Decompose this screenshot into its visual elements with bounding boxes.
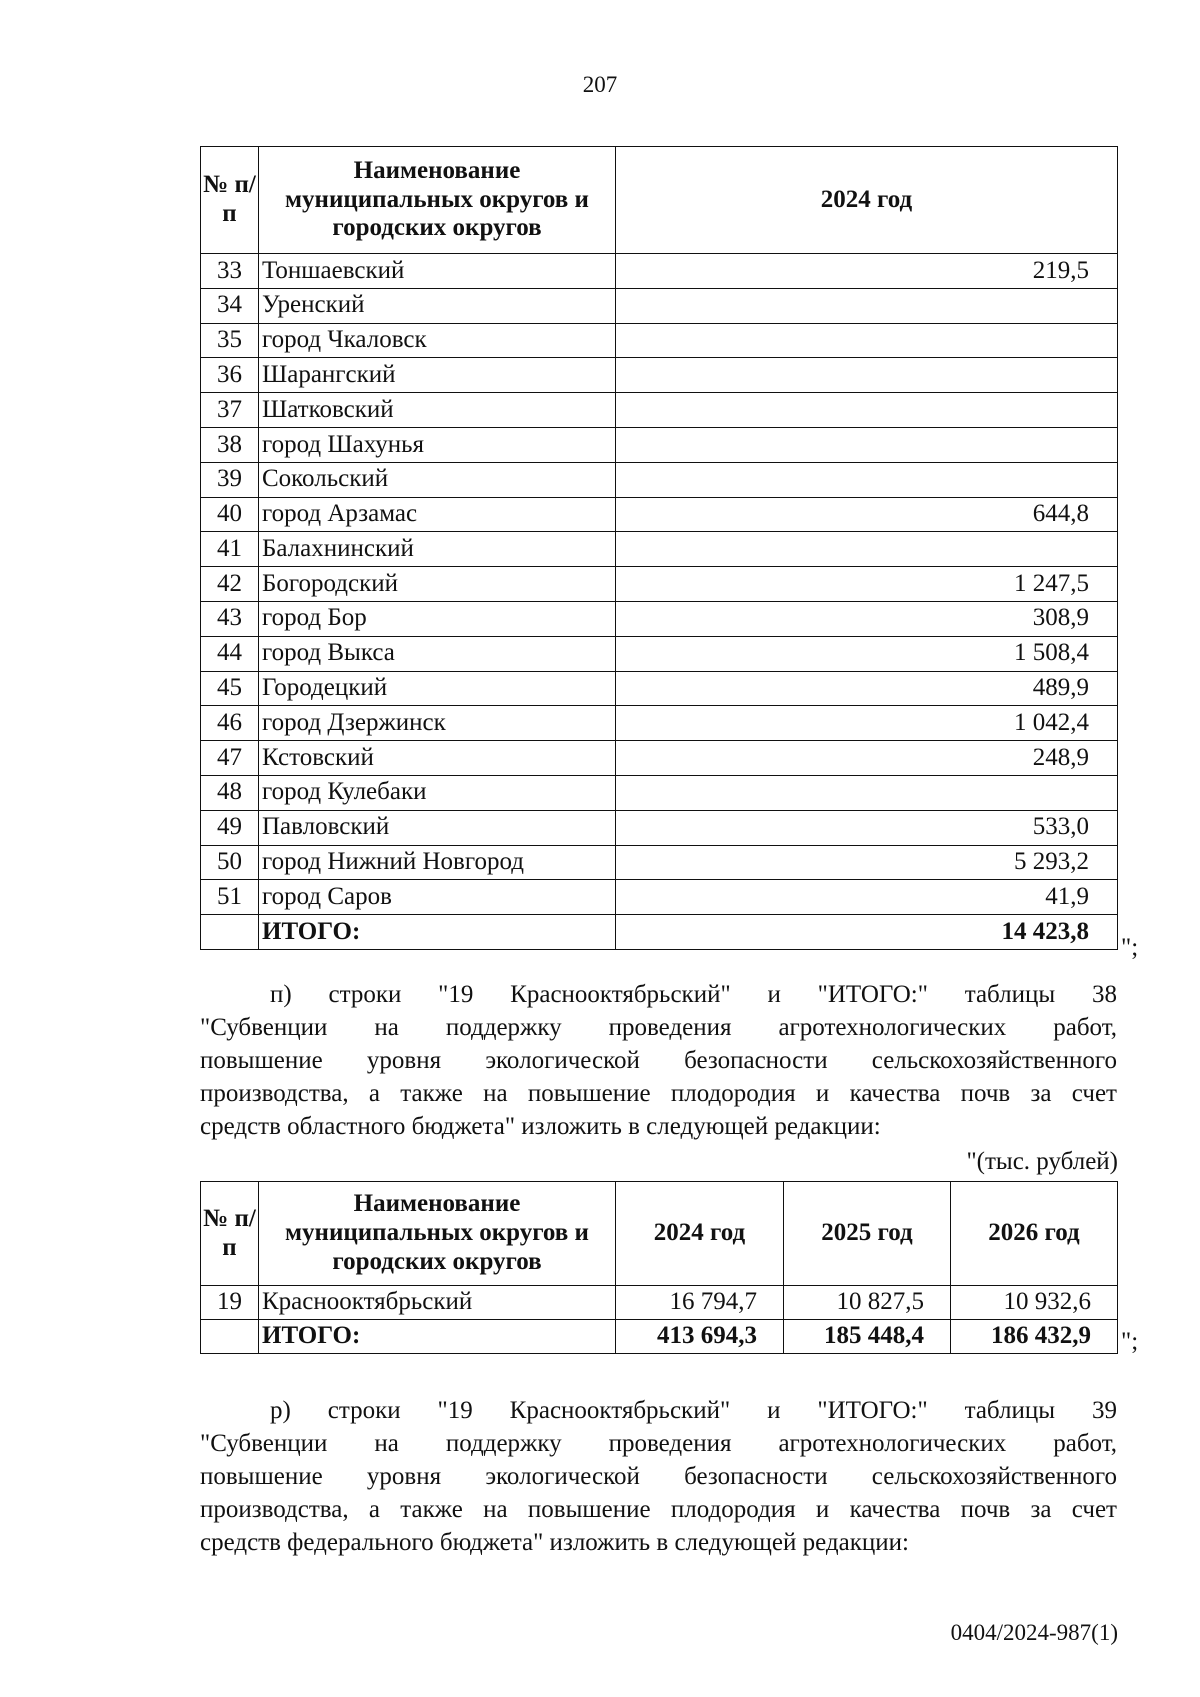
paragraph-line: повышение уровня экологической безопасности сельскохозяйственного (200, 1463, 1117, 1490)
header-2024: 2024 год (616, 1182, 784, 1286)
units-label: "(тыс. рублей) (966, 1148, 1118, 1175)
header-2024: 2024 год (616, 147, 1118, 254)
table-row (201, 462, 1118, 497)
row-value-2024: 248,9 (616, 741, 1118, 776)
row-value-2026: 10 932,6 (951, 1286, 1118, 1320)
subvention-table-2 (200, 1181, 1118, 1354)
row-num: 38 (201, 427, 259, 462)
paragraph-line: "Субвенции на поддержку проведения агротехнологических работ, (200, 1430, 1117, 1457)
row-num: 48 (201, 775, 259, 810)
row-name: Сокольский (259, 462, 616, 497)
row-num: 34 (201, 288, 259, 323)
total-label: ИТОГО: (259, 1320, 616, 1354)
paragraph-line: "Субвенции на поддержку проведения агротехнологических работ, (200, 1014, 1117, 1041)
row-name: Городецкий (259, 671, 616, 706)
row-name: город Шахунья (259, 427, 616, 462)
paragraph-line: п) строки "19 Краснооктябрьский" и "ИТОГО:" таблицы 38 (270, 981, 1117, 1008)
row-num: 44 (201, 636, 259, 671)
row-num: 35 (201, 323, 259, 358)
row-value-2024 (616, 358, 1118, 393)
paragraph-p (200, 978, 1117, 1143)
table-row (201, 880, 1118, 915)
row-value-2024 (616, 775, 1118, 810)
total-value-2026: 186 432,9 (951, 1320, 1118, 1354)
paragraph-line: производства, а также на повышение плодородия и качества почв за счет (200, 1080, 1117, 1107)
total-row (201, 915, 1118, 950)
subvention-table-1 (200, 146, 1118, 950)
paragraph-line: производства, а также на повышение плодородия и качества почв за счет (200, 1496, 1117, 1523)
row-num: 47 (201, 741, 259, 776)
table-row (201, 393, 1118, 428)
row-name: Шарангский (259, 358, 616, 393)
table-row (201, 775, 1118, 810)
table2-closing-quote: "; (1121, 1328, 1139, 1355)
table-row (201, 567, 1118, 602)
row-name: город Дзержинск (259, 706, 616, 741)
total-value-2024: 413 694,3 (616, 1320, 784, 1354)
row-num: 46 (201, 706, 259, 741)
row-value-2024: 533,0 (616, 810, 1118, 845)
table-row (201, 358, 1118, 393)
table1-closing-quote: "; (1121, 934, 1139, 961)
table-row (201, 1286, 1118, 1320)
row-value-2024: 1 247,5 (616, 567, 1118, 602)
row-num-empty (201, 1320, 259, 1354)
paragraph-line: р) строки "19 Краснооктябрьский" и "ИТОГО:" таблицы 39 (270, 1397, 1117, 1424)
row-num: 49 (201, 810, 259, 845)
paragraph-line: средств федерального бюджета" изложить в следующей редакции: (200, 1529, 909, 1556)
row-num: 37 (201, 393, 259, 428)
table-row (201, 706, 1118, 741)
row-num: 19 (201, 1286, 259, 1320)
header-name: Наименование муниципальных округов и городских округов (259, 1182, 616, 1286)
header-2025: 2025 год (784, 1182, 951, 1286)
row-name: город Кулебаки (259, 775, 616, 810)
table-row (201, 845, 1118, 880)
table-row (201, 254, 1118, 289)
row-num: 41 (201, 532, 259, 567)
table-row (201, 532, 1118, 567)
row-value-2024: 308,9 (616, 601, 1118, 636)
header-2026: 2026 год (951, 1182, 1118, 1286)
table-header-row (201, 147, 1118, 254)
row-num: 42 (201, 567, 259, 602)
row-value-2024: 644,8 (616, 497, 1118, 532)
row-value-2024: 1 508,4 (616, 636, 1118, 671)
header-name: Наименование муниципальных округов и городских округов (259, 147, 616, 254)
row-name: город Чкаловск (259, 323, 616, 358)
row-num: 36 (201, 358, 259, 393)
header-num: № п/п (201, 147, 259, 254)
total-row (201, 1320, 1118, 1354)
row-num: 45 (201, 671, 259, 706)
row-name: Шатковский (259, 393, 616, 428)
row-name: Тоншаевский (259, 254, 616, 289)
row-name: город Выкса (259, 636, 616, 671)
paragraph-line: повышение уровня экологической безопасности сельскохозяйственного (200, 1047, 1117, 1074)
table-row (201, 323, 1118, 358)
row-num: 33 (201, 254, 259, 289)
row-value-2024 (616, 532, 1118, 567)
row-value-2024 (616, 323, 1118, 358)
table-row (201, 601, 1118, 636)
row-value-2024 (616, 427, 1118, 462)
row-num: 43 (201, 601, 259, 636)
row-name: Краснооктябрьский (259, 1286, 616, 1320)
paragraph-line: средств областного бюджета" изложить в следующей редакции: (200, 1113, 881, 1140)
row-name: город Бор (259, 601, 616, 636)
row-num-empty (201, 915, 259, 950)
table-header-row (201, 1182, 1118, 1286)
row-name: Павловский (259, 810, 616, 845)
row-value-2024 (616, 288, 1118, 323)
row-num: 50 (201, 845, 259, 880)
row-name: город Нижний Новгород (259, 845, 616, 880)
table-row (201, 288, 1118, 323)
total-value-2025: 185 448,4 (784, 1320, 951, 1354)
row-name: город Арзамас (259, 497, 616, 532)
table-row (201, 636, 1118, 671)
row-value-2024: 16 794,7 (616, 1286, 784, 1320)
table-row (201, 427, 1118, 462)
row-value-2025: 10 827,5 (784, 1286, 951, 1320)
document-number: 0404/2024-987(1) (950, 1620, 1118, 1645)
row-num: 40 (201, 497, 259, 532)
row-value-2024: 5 293,2 (616, 845, 1118, 880)
row-value-2024: 1 042,4 (616, 706, 1118, 741)
row-name: Уренский (259, 288, 616, 323)
row-name: город Саров (259, 880, 616, 915)
row-name: Богородский (259, 567, 616, 602)
row-value-2024: 489,9 (616, 671, 1118, 706)
row-value-2024: 41,9 (616, 880, 1118, 915)
total-value-2024: 14 423,8 (616, 915, 1118, 950)
table-row (201, 810, 1118, 845)
row-num: 39 (201, 462, 259, 497)
table-row (201, 671, 1118, 706)
table-row (201, 741, 1118, 776)
page-number: 207 (582, 72, 618, 97)
row-name: Балахнинский (259, 532, 616, 567)
header-num: № п/п (201, 1182, 259, 1286)
total-label: ИТОГО: (259, 915, 616, 950)
table-row (201, 497, 1118, 532)
row-value-2024 (616, 462, 1118, 497)
row-num: 51 (201, 880, 259, 915)
row-value-2024 (616, 393, 1118, 428)
row-name: Кстовский (259, 741, 616, 776)
paragraph-r (200, 1394, 1117, 1559)
row-value-2024: 219,5 (616, 254, 1118, 289)
